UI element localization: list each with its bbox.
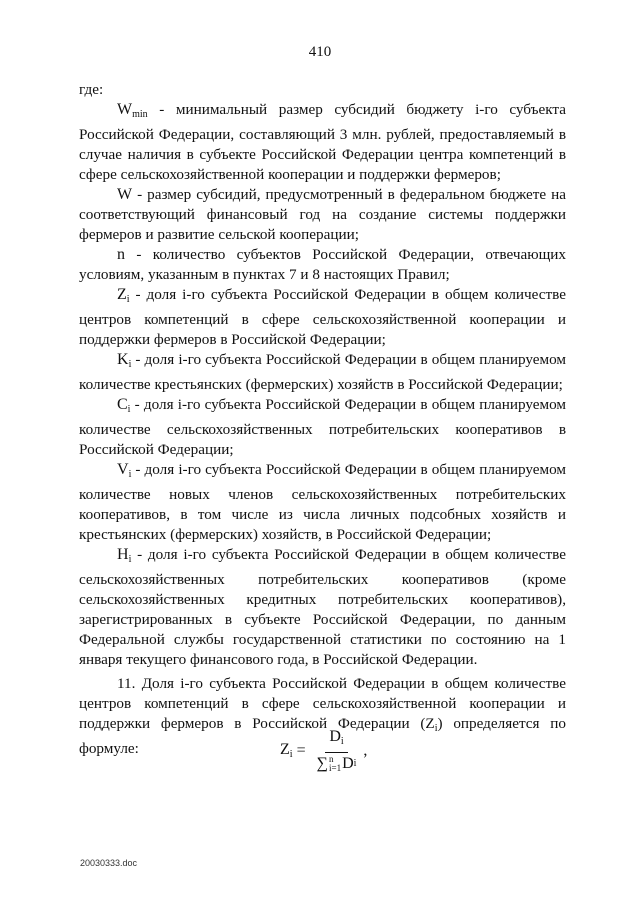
numerator-symbol: D (329, 728, 341, 745)
page-number: 410 (308, 44, 332, 60)
formula-fraction (313, 728, 361, 773)
definition-hi (79, 545, 566, 670)
sum-symbol: ∑ (316, 755, 328, 772)
definition-text: - размер субсидий, предусмотренный в федеральном бюджете на соответствующий финансовый год на создание системы поддержки фермеров и развитие сельской кооперации; (79, 186, 566, 243)
formula-denominator (313, 753, 361, 773)
symbol: C (117, 396, 128, 413)
definition-text: - доля i-го субъекта Российской Федерации в общем планируемом количестве новых членов сельскохозяйственных потребительских кооперативов, в том числе из числа личных подсобных хозяйств и крестьянских (фермерских) хозяйств, в Российской Федерации; (79, 461, 566, 543)
definition-w (79, 185, 566, 245)
formula-zi (280, 728, 367, 773)
definition-vi (79, 460, 566, 545)
formula-lhs (280, 741, 293, 760)
definition-text: - доля i-го субъекта Российской Федерации в общем количестве сельскохозяйственных потребительских кооперативов (кроме сельскохозяйственных кредитных потребительских кооперативов), зарегистрированных в субъекте Российской Федерации, по данным Федеральной службы государственной статистики по состоянию на 1 января текущего финансового года, в Российской Федерации. (79, 546, 566, 668)
sum-upper-limit: n (329, 754, 334, 764)
definition-n (79, 245, 566, 285)
definition-text: - минимальный размер субсидий бюджету i-го субъекта Российской Федерации, составляющий 3 млн. рублей, предоставляемый в случае наличия в субъекте Российской Федерации центра компетенций в сфере сельскохозяйственной кооперации и поддержки фермеров; (79, 101, 566, 183)
symbol-subscript: i (127, 404, 131, 415)
denominator-subscript: i (353, 758, 357, 769)
symbol-subscript: i (128, 359, 132, 370)
symbol: W (117, 186, 133, 203)
symbol: V (117, 461, 129, 478)
symbol-subscript: i (128, 469, 132, 480)
definition-zi (79, 285, 566, 350)
definition-ci (79, 395, 566, 460)
numerator-subscript: i (340, 736, 344, 747)
definition-ki (79, 350, 566, 395)
symbol-subscript: i (126, 294, 130, 305)
formula-lhs-symbol: Z (280, 741, 290, 758)
sum-lower-limit: i=1 (329, 763, 342, 773)
document-body (79, 80, 566, 759)
formula-equals: = (296, 741, 306, 759)
clause-text-end: ) определяется по формуле: (79, 715, 566, 757)
formula-lhs-subscript: i (289, 749, 293, 760)
definition-text: - доля i-го субъекта Российской Федерации в общем планируемом количестве крестьянских (фермерских) хозяйств в Российской Федерации; (79, 351, 566, 393)
symbol: H (117, 546, 129, 563)
sum-limits (329, 755, 341, 773)
definition-wmin (79, 100, 566, 185)
clause-text: 11. Доля i-го субъекта Российской Федерации в общем количестве центров компетенций в сфере сельскохозяйственной кооперации и поддержки фермеров в Российской Федерации (Z (79, 675, 566, 732)
definition-text: - доля i-го субъекта Российской Федерации в общем планируемом количестве сельскохозяйственных потребительских кооперативов в Российской Федерации; (79, 396, 566, 458)
footer-filename: 20030333.doc (80, 858, 138, 868)
symbol: Z (117, 286, 127, 303)
denominator-symbol: D (342, 755, 354, 772)
symbol: K (117, 351, 129, 368)
clause-subscript: i (434, 723, 438, 734)
formula-trailing-comma: , (363, 741, 368, 759)
intro-where: где: (79, 81, 104, 98)
formula-numerator (325, 728, 347, 753)
definition-text: - количество субъектов Российской Федерации, отвечающих условиям, указанным в пунктах 7 и 8 настоящих Правил; (79, 246, 566, 283)
symbol-subscript: i (128, 554, 132, 565)
symbol: W (117, 101, 133, 118)
symbol-subscript: min (132, 109, 148, 120)
symbol: n (117, 246, 125, 263)
definition-text: - доля i-го субъекта Российской Федерации в общем количестве центров компетенций в сфере сельскохозяйственной кооперации и поддержки фермеров в Российской Федерации; (79, 286, 566, 348)
